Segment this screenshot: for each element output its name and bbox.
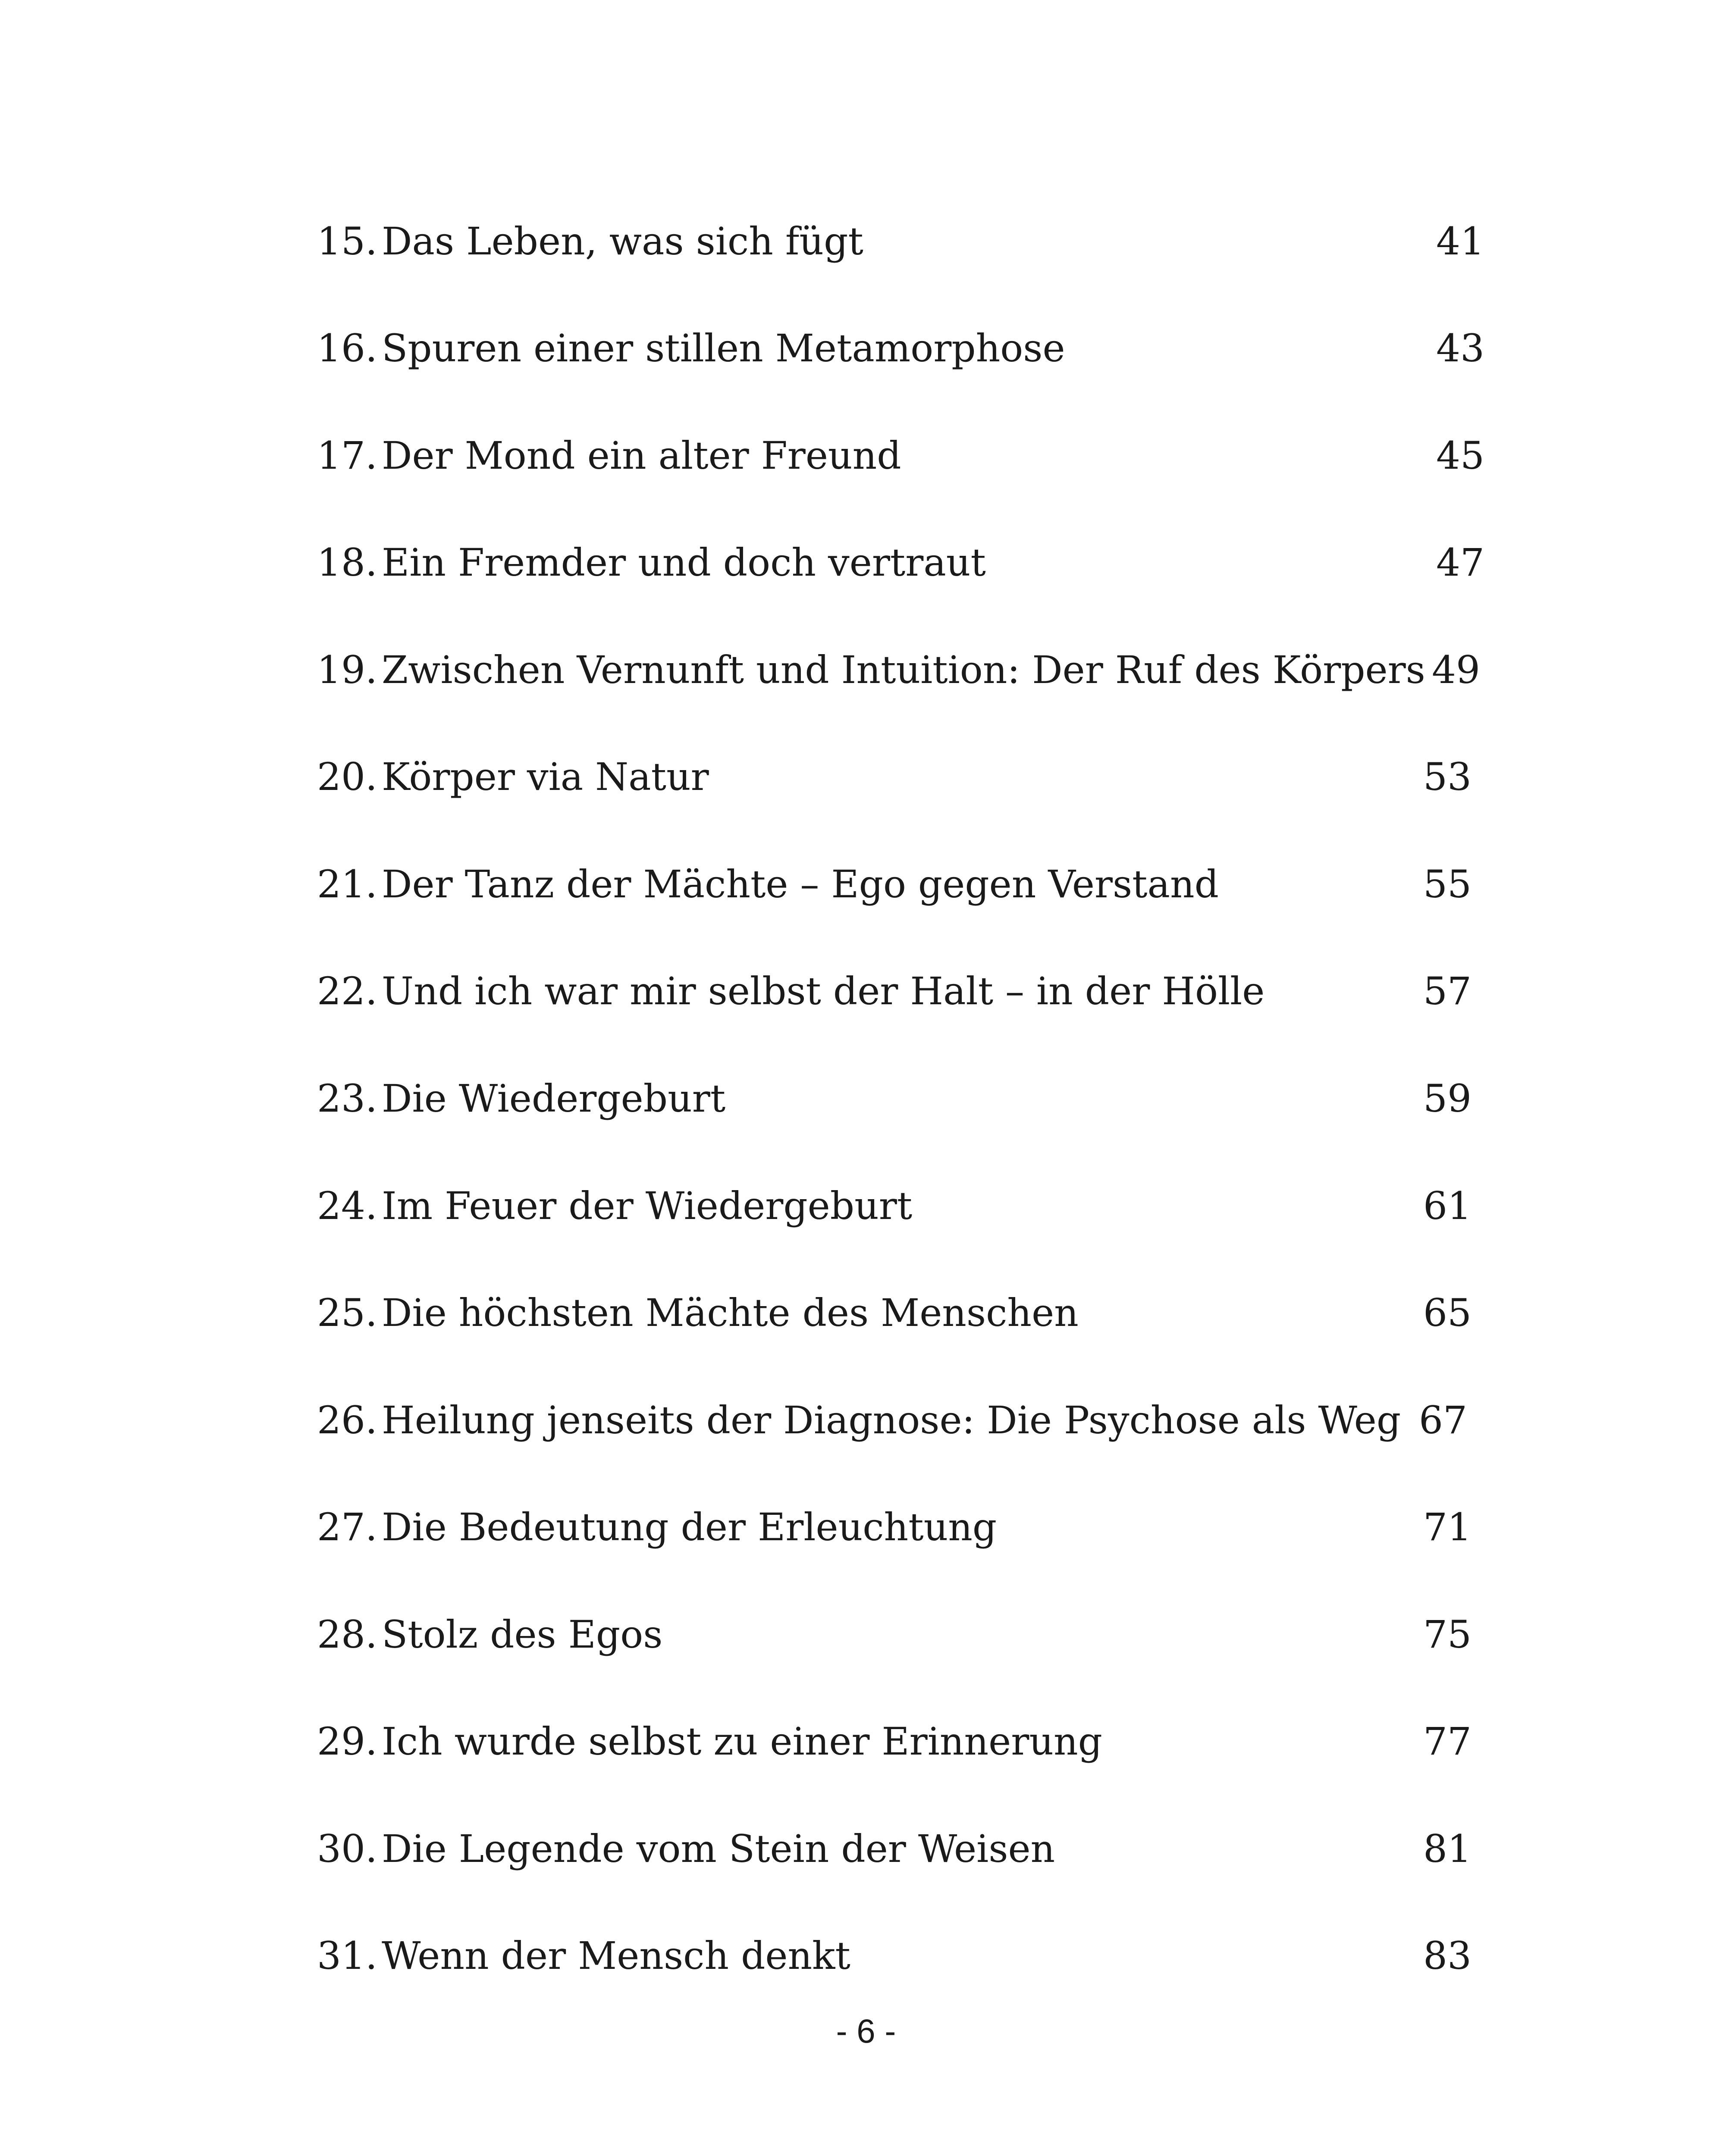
toc-entry-page: 41 xyxy=(1436,219,1484,263)
toc-entry-number: 21. xyxy=(317,862,377,906)
toc-entry-number: 16. xyxy=(317,326,377,370)
toc-entry-title: Und ich war mir selbst der Halt – in der Hölle xyxy=(382,969,1265,1013)
toc-entry-number: 20. xyxy=(317,755,377,799)
toc-entry-page: 43 xyxy=(1436,326,1484,370)
toc-entry-title: Ein Fremder und doch vertraut xyxy=(382,540,986,585)
toc-entry-number: 19. xyxy=(317,648,377,692)
toc-entry-page: 61 xyxy=(1423,1184,1472,1228)
toc-entry-title: Die Legende vom Stein der Weisen xyxy=(382,1827,1055,1871)
toc-entry-number: 28. xyxy=(317,1612,377,1657)
toc-entry-page: 47 xyxy=(1436,540,1484,585)
toc-entry-number: 23. xyxy=(317,1076,377,1121)
toc-entry-page: 49 xyxy=(1432,648,1480,692)
toc-entry-title: Stolz des Egos xyxy=(382,1612,663,1657)
toc-entry-page: 83 xyxy=(1423,1934,1472,1978)
toc-entry-page: 65 xyxy=(1423,1291,1472,1335)
toc-entry-number: 29. xyxy=(317,1719,377,1764)
toc-entry-number: 17. xyxy=(317,433,377,478)
toc-entry-page: 77 xyxy=(1423,1719,1472,1764)
toc-entry-title: Die Bedeutung der Erleuchtung xyxy=(382,1505,997,1549)
toc-entry-page: 67 xyxy=(1419,1398,1467,1442)
toc-entry-title: Wenn der Mensch denkt xyxy=(382,1934,850,1978)
toc-entry-page: 81 xyxy=(1423,1827,1472,1871)
toc-entry-page: 71 xyxy=(1423,1505,1472,1549)
toc-entry-number: 15. xyxy=(317,219,377,263)
toc-entry-title: Das Leben, was sich fügt xyxy=(382,219,863,263)
toc-entry-number: 31. xyxy=(317,1934,377,1978)
toc-entry-number: 22. xyxy=(317,969,377,1013)
toc-entry-title: Zwischen Vernunft und Intuition: Der Ruf des Körpers xyxy=(382,648,1425,692)
toc-entry-number: 18. xyxy=(317,540,377,585)
toc-entry-title: Der Tanz der Mächte – Ego gegen Verstand xyxy=(382,862,1219,906)
toc-entry-number: 24. xyxy=(317,1184,377,1228)
toc-entry-number: 30. xyxy=(317,1827,377,1871)
toc-entry-page: 57 xyxy=(1423,969,1472,1013)
toc-entry-title: Heilung jenseits der Diagnose: Die Psychose als Weg xyxy=(382,1398,1401,1442)
toc-entry-title: Im Feuer der Wiedergeburt xyxy=(382,1184,913,1228)
toc-entry-number: 25. xyxy=(317,1291,377,1335)
toc-entry-title: Spuren einer stillen Metamorphose xyxy=(382,326,1065,370)
toc-entry-page: 55 xyxy=(1423,862,1472,906)
toc-entry-title: Körper via Natur xyxy=(382,755,709,799)
toc-entry-number: 27. xyxy=(317,1505,377,1549)
toc-entry-title: Der Mond ein alter Freund xyxy=(382,433,901,478)
toc-entry-title: Ich wurde selbst zu einer Erinnerung xyxy=(382,1719,1103,1764)
page-number-footer: - 6 - xyxy=(836,2012,896,2050)
toc-entry-page: 53 xyxy=(1423,755,1472,799)
toc-entry-page: 45 xyxy=(1436,433,1484,478)
toc-entry-page: 59 xyxy=(1423,1076,1472,1121)
toc-entry-number: 26. xyxy=(317,1398,377,1442)
toc-entry-page: 75 xyxy=(1423,1612,1472,1657)
toc-entry-title: Die höchsten Mächte des Menschen xyxy=(382,1291,1079,1335)
toc-entry-title: Die Wiedergeburt xyxy=(382,1076,726,1121)
